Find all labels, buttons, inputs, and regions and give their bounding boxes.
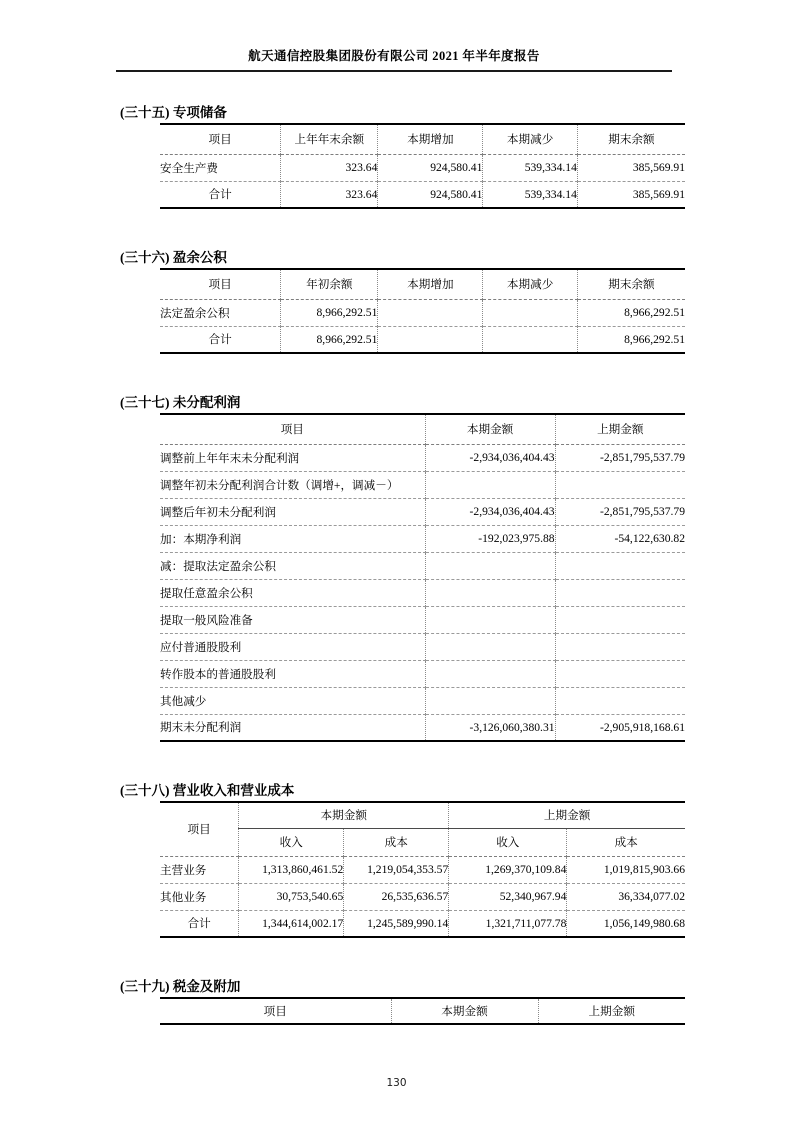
column-header-item: 项目 xyxy=(160,269,281,299)
cell-value: -54,122,630.82 xyxy=(555,525,685,552)
section-surplus-reserves xyxy=(120,246,685,354)
column-header-prior-income: 收入 xyxy=(449,828,567,856)
table-header-row xyxy=(160,414,685,444)
column-header-current-cost: 成本 xyxy=(344,828,449,856)
cell-value xyxy=(483,299,578,326)
cell-value xyxy=(425,579,555,606)
cell-value xyxy=(555,552,685,579)
cell-value: 1,219,054,353.57 xyxy=(344,856,449,883)
row-label: 法定盈余公积 xyxy=(160,306,230,320)
taxes-surcharges-table xyxy=(160,997,685,1025)
cell-value: 30,753,540.65 xyxy=(239,883,344,910)
section-revenue-cost xyxy=(120,779,685,938)
cell-value: 1,269,370,109.84 xyxy=(449,856,567,883)
cell-value xyxy=(425,660,555,687)
table-header-row xyxy=(160,124,685,154)
table-total-row xyxy=(160,910,685,937)
cell-value: 52,340,967.94 xyxy=(449,883,567,910)
table-header-row xyxy=(160,269,685,299)
cell-value: -2,905,918,168.61 xyxy=(555,714,685,741)
column-header-prior-cost: 成本 xyxy=(567,828,685,856)
cell-value xyxy=(425,606,555,633)
cell-value: 1,321,711,077.78 xyxy=(449,910,567,937)
table-row xyxy=(160,299,685,326)
cell-value xyxy=(555,660,685,687)
report-content xyxy=(0,101,793,1025)
column-header-ending-balance: 期末余额 xyxy=(577,124,685,154)
column-header-item: 项目 xyxy=(160,802,239,856)
column-header-decrease: 本期减少 xyxy=(483,269,578,299)
table-total-row xyxy=(160,326,685,353)
cell-value xyxy=(425,552,555,579)
row-label: 转作股本的普通股股利 xyxy=(160,660,425,687)
cell-value xyxy=(425,633,555,660)
cell-value xyxy=(378,299,483,326)
row-label: 应付普通股股利 xyxy=(160,633,425,660)
cell-value: 385,569.91 xyxy=(577,181,685,208)
column-header-decrease: 本期减少 xyxy=(483,124,578,154)
cell-value xyxy=(555,606,685,633)
cell-value xyxy=(555,633,685,660)
table-row xyxy=(160,579,685,606)
section-heading-revenue-cost: (三十八) 营业收入和营业成本 xyxy=(120,783,295,798)
section-heading-undistributed-profit: (三十七) 未分配利润 xyxy=(120,395,241,410)
row-label: 主营业务 xyxy=(160,863,207,877)
cell-value xyxy=(555,579,685,606)
row-label: 加：本期净利润 xyxy=(160,525,425,552)
undistributed-profit-table xyxy=(160,413,685,742)
cell-value: -2,934,036,404.43 xyxy=(425,444,555,471)
table-row xyxy=(160,633,685,660)
cell-value: 36,334,077.02 xyxy=(567,883,685,910)
cell-value: 8,966,292.51 xyxy=(281,299,378,326)
section-undistributed-profit xyxy=(120,391,685,742)
table-header-row-groups xyxy=(160,802,685,828)
cell-value: 539,334.14 xyxy=(483,154,578,181)
table-row xyxy=(160,154,685,181)
row-label-total: 合计 xyxy=(160,181,281,208)
table-row xyxy=(160,471,685,498)
cell-value: 1,019,815,903.66 xyxy=(567,856,685,883)
column-header-ending-balance: 期末余额 xyxy=(577,269,685,299)
column-header-opening-balance: 年初余额 xyxy=(281,269,378,299)
column-header-prior-period: 上期金额 xyxy=(538,998,685,1024)
cell-value: 1,344,614,002.17 xyxy=(239,910,344,937)
row-label: 其他减少 xyxy=(160,687,425,714)
cell-value: 1,245,589,990.14 xyxy=(344,910,449,937)
table-row xyxy=(160,714,685,741)
cell-value: -2,851,795,537.79 xyxy=(555,498,685,525)
table-header-row-subcolumns xyxy=(160,828,685,856)
column-header-current-period: 本期金额 xyxy=(425,414,555,444)
group-header-current-period: 本期金额 xyxy=(239,802,449,828)
cell-value xyxy=(378,326,483,353)
cell-value: 8,966,292.51 xyxy=(577,326,685,353)
cell-value: 323.64 xyxy=(281,181,378,208)
column-header-item: 项目 xyxy=(263,1005,287,1018)
column-header-current-period: 本期金额 xyxy=(391,998,538,1024)
cell-value: 385,569.91 xyxy=(577,154,685,181)
cell-value: 8,966,292.51 xyxy=(577,299,685,326)
column-header-increase: 本期增加 xyxy=(378,269,483,299)
row-label: 调整年初未分配利润合计数（调增+，调减－） xyxy=(160,471,425,498)
row-label-total: 合计 xyxy=(160,910,239,937)
cell-value: 924,580.41 xyxy=(378,181,483,208)
cell-value: -192,023,975.88 xyxy=(425,525,555,552)
table-row xyxy=(160,856,685,883)
row-label: 减：提取法定盈余公积 xyxy=(160,552,425,579)
cell-value: -3,126,060,380.31 xyxy=(425,714,555,741)
row-label: 调整前上年年末未分配利润 xyxy=(160,451,300,465)
column-header-current-income: 收入 xyxy=(239,828,344,856)
group-header-prior-period: 上期金额 xyxy=(449,802,685,828)
cell-value xyxy=(555,471,685,498)
section-heading-special-reserves: (三十五) 专项储备 xyxy=(120,105,227,120)
page-header xyxy=(116,46,672,72)
column-header-increase: 本期增加 xyxy=(378,124,483,154)
revenue-cost-table xyxy=(160,801,685,938)
table-total-row xyxy=(160,181,685,208)
special-reserves-table xyxy=(160,123,685,209)
row-label: 安全生产费 xyxy=(160,161,218,175)
cell-value: 1,056,149,980.68 xyxy=(567,910,685,937)
row-label: 调整后年初未分配利润 xyxy=(160,498,425,525)
page-number: 130 xyxy=(386,1077,407,1089)
cell-value: 323.64 xyxy=(281,154,378,181)
report-title: 航天通信控股集团股份有限公司 2021 年半年度报告 xyxy=(248,49,540,63)
table-row xyxy=(160,525,685,552)
section-special-reserves xyxy=(120,101,685,209)
table-row xyxy=(160,444,685,471)
section-heading-surplus-reserves: (三十六) 盈余公积 xyxy=(120,250,227,265)
cell-value: 26,535,636.57 xyxy=(344,883,449,910)
cell-value: 1,313,860,461.52 xyxy=(239,856,344,883)
row-label: 提取一般风险准备 xyxy=(160,606,425,633)
cell-value: 8,966,292.51 xyxy=(281,326,378,353)
column-header-item: 项目 xyxy=(160,414,425,444)
row-label: 其他业务 xyxy=(160,883,239,910)
row-label: 提取任意盈余公积 xyxy=(160,579,425,606)
cell-value xyxy=(483,326,578,353)
table-row xyxy=(160,883,685,910)
table-row xyxy=(160,660,685,687)
cell-value: 924,580.41 xyxy=(378,154,483,181)
section-taxes-surcharges xyxy=(120,975,685,1025)
table-row xyxy=(160,687,685,714)
table-header-row xyxy=(160,998,685,1024)
table-row xyxy=(160,606,685,633)
surplus-reserves-table xyxy=(160,268,685,354)
table-row xyxy=(160,552,685,579)
row-label-total: 合计 xyxy=(160,326,281,353)
cell-value xyxy=(425,471,555,498)
cell-value: -2,934,036,404.43 xyxy=(425,498,555,525)
table-row xyxy=(160,498,685,525)
cell-value: 539,334.14 xyxy=(483,181,578,208)
cell-value xyxy=(555,687,685,714)
column-header-prior-period: 上期金额 xyxy=(555,414,685,444)
row-label: 期末未分配利润 xyxy=(160,714,425,741)
cell-value xyxy=(425,687,555,714)
section-heading-taxes-surcharges: (三十九) 税金及附加 xyxy=(120,979,241,994)
column-header-prior-year-end: 上年年末余额 xyxy=(281,124,378,154)
column-header-item: 项目 xyxy=(160,124,281,154)
cell-value: -2,851,795,537.79 xyxy=(555,444,685,471)
